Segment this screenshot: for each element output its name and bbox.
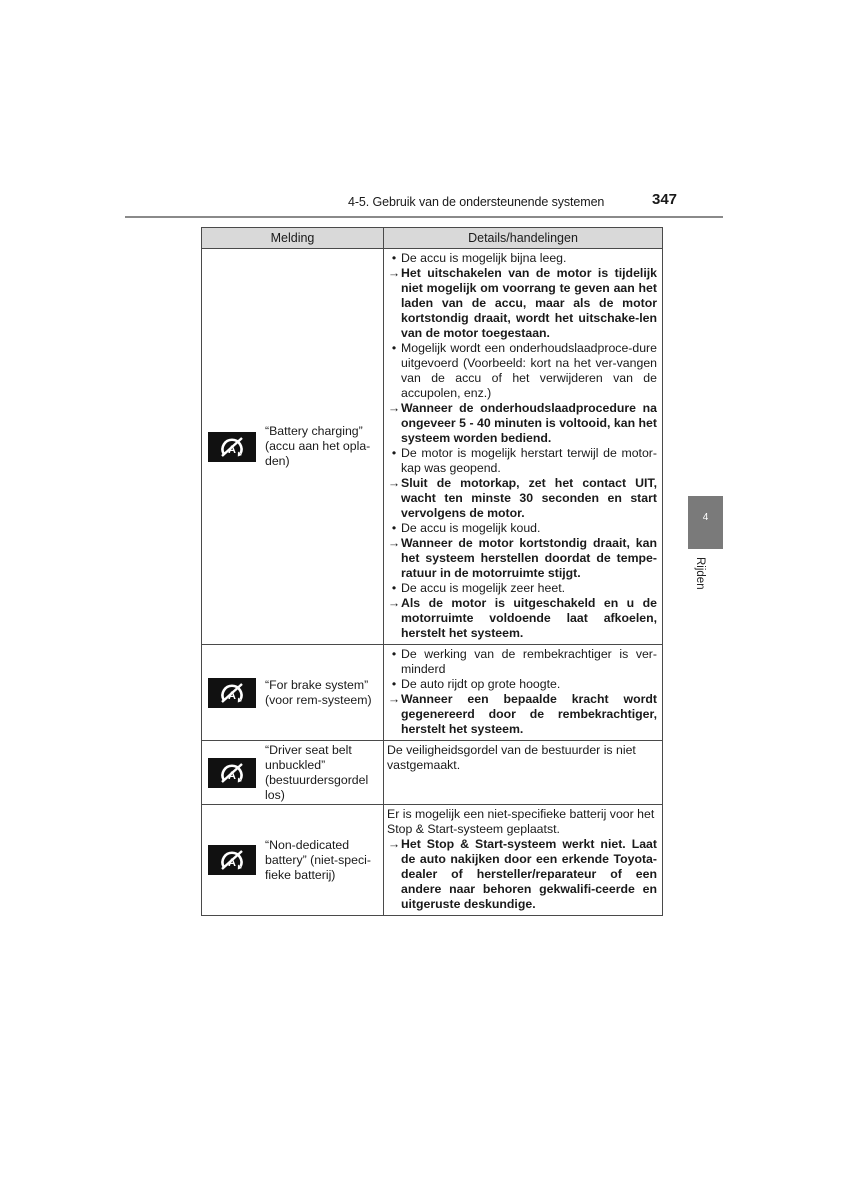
bullet-icon: •	[391, 647, 397, 661]
message-text: “Driver seat belt unbuckled” (bestuurdersgordel los)	[265, 742, 369, 802]
details-cell	[384, 741, 663, 805]
action-line	[387, 476, 657, 521]
detail-line	[387, 743, 657, 773]
detail-text: De veiligheidsgordel van de bestuurder is niet vastgemaakt.	[387, 743, 636, 772]
auto-stop-start-icon	[208, 845, 256, 875]
bullet-icon: •	[391, 521, 397, 535]
chapter-number: 4	[702, 512, 709, 523]
message-wrap	[208, 424, 379, 469]
detail-text: De werking van de rembekrachtiger is ver-minderd	[401, 647, 657, 676]
arrow-icon: →	[387, 536, 401, 550]
detail-text: Het uitschakelen van de motor is tijdelijk niet mogelijk om voorrang te geven aan het laden van de accu, maar als de motor kortstondig draait, wordt het uitschake-len van de motor toegestaan.	[401, 266, 657, 340]
detail-text: Het Stop & Start-systeem werkt niet. Laat de auto nakijken door een erkende Toyota-dealer of hersteller/reparateur of een andere naar behoren gekwalifi-ceerde en uitgeruste deskundige.	[401, 837, 657, 911]
bullet-line	[387, 521, 657, 536]
arrow-icon: →	[387, 596, 401, 610]
svg-text:A: A	[228, 857, 236, 869]
detail-text: De accu is mogelijk bijna leeg.	[401, 251, 567, 265]
header-melding: Melding	[202, 228, 384, 249]
bullet-line	[387, 647, 657, 677]
chapter-label: Rijden	[694, 557, 706, 590]
detail-text: De auto rijdt op grote hoogte.	[401, 677, 561, 691]
page-number: 347	[652, 191, 678, 208]
detail-text: Er is mogelijk een niet-specifieke batterij voor het Stop & Start-systeem geplaatst.	[387, 807, 655, 836]
detail-text: De motor is mogelijk herstart terwijl de motor-kap was geopend.	[401, 446, 657, 475]
arrow-icon: →	[387, 837, 401, 851]
details-cell	[384, 249, 663, 645]
auto-stop-start-icon	[208, 432, 256, 462]
message-text: “Battery charging” (accu aan het opla-den)	[265, 424, 371, 468]
bullet-icon: •	[391, 446, 397, 460]
section-title: 4-5. Gebruik van de ondersteunende systemen	[348, 195, 605, 209]
arrow-icon: →	[387, 476, 401, 490]
action-line	[387, 837, 657, 912]
arrow-icon: →	[387, 266, 401, 280]
bullet-icon: •	[391, 581, 397, 595]
bullet-line	[387, 581, 657, 596]
action-line	[387, 692, 657, 737]
auto-stop-start-icon	[208, 758, 256, 788]
table-row	[202, 645, 663, 741]
details-cell	[384, 645, 663, 741]
auto-stop-start-icon	[208, 678, 256, 708]
detail-text: Wanneer een bepaalde kracht wordt gegenereerd door de rembekrachtiger, herstelt het systeem.	[401, 692, 657, 736]
action-line	[387, 266, 657, 341]
svg-text:A: A	[228, 689, 236, 702]
header-details: Details/handelingen	[384, 228, 663, 249]
detail-text: De accu is mogelijk zeer heet.	[401, 581, 566, 595]
action-line	[387, 401, 657, 446]
detail-text: Als de motor is uitgeschakeld en u de motorruimte voldoende laat afkoelen, herstelt het systeem.	[401, 596, 657, 640]
chapter-tab	[688, 496, 723, 549]
bullet-line	[387, 251, 657, 266]
svg-text:A: A	[228, 769, 236, 782]
action-line	[387, 536, 657, 581]
bullet-icon: •	[391, 251, 397, 265]
arrow-icon: →	[387, 401, 401, 415]
message-cell	[202, 249, 384, 645]
bullet-line	[387, 677, 657, 692]
detail-text: De accu is mogelijk koud.	[401, 521, 541, 535]
table-row	[202, 805, 663, 916]
message-wrap	[208, 743, 379, 803]
bullet-icon: •	[391, 341, 397, 355]
svg-text:A: A	[228, 443, 236, 456]
table-header-row	[202, 228, 663, 249]
message-cell	[202, 741, 384, 805]
header-rule	[125, 216, 723, 218]
detail-text: Sluit de motorkap, zet het contact UIT, wacht ten minste 30 seconden en start vervolgens de motor.	[401, 476, 657, 520]
message-text: “For brake system” (voor rem-systeem)	[265, 677, 372, 707]
table-row	[202, 741, 663, 805]
message-text: “Non-dedicated battery” (niet-speci-fieke batterij)	[265, 837, 371, 882]
bullet-line	[387, 341, 657, 401]
message-wrap	[208, 678, 379, 708]
message-wrap	[208, 838, 379, 883]
message-cell	[202, 805, 384, 916]
bullet-line	[387, 446, 657, 476]
bullet-icon: •	[391, 677, 397, 691]
action-line	[387, 596, 657, 641]
detail-text: Mogelijk wordt een onderhoudslaadproce-dure uitgevoerd (Voorbeeld: kort na het ver-vangen van de accu of het verwijderen van de accupolen, enz.)	[401, 341, 657, 400]
message-cell	[202, 645, 384, 741]
arrow-icon: →	[387, 692, 401, 706]
detail-line	[387, 807, 657, 837]
detail-text: Wanneer de onderhoudslaadprocedure na ongeveer 5 - 40 minuten is voltooid, kan het systeem worden bediend.	[401, 401, 657, 445]
message-table	[201, 227, 663, 916]
details-cell	[384, 805, 663, 916]
table-row	[202, 249, 663, 645]
detail-text: Wanneer de motor kortstondig draait, kan het systeem herstellen doordat de tempe-ratuur in de motorruimte stijgt.	[401, 536, 657, 580]
